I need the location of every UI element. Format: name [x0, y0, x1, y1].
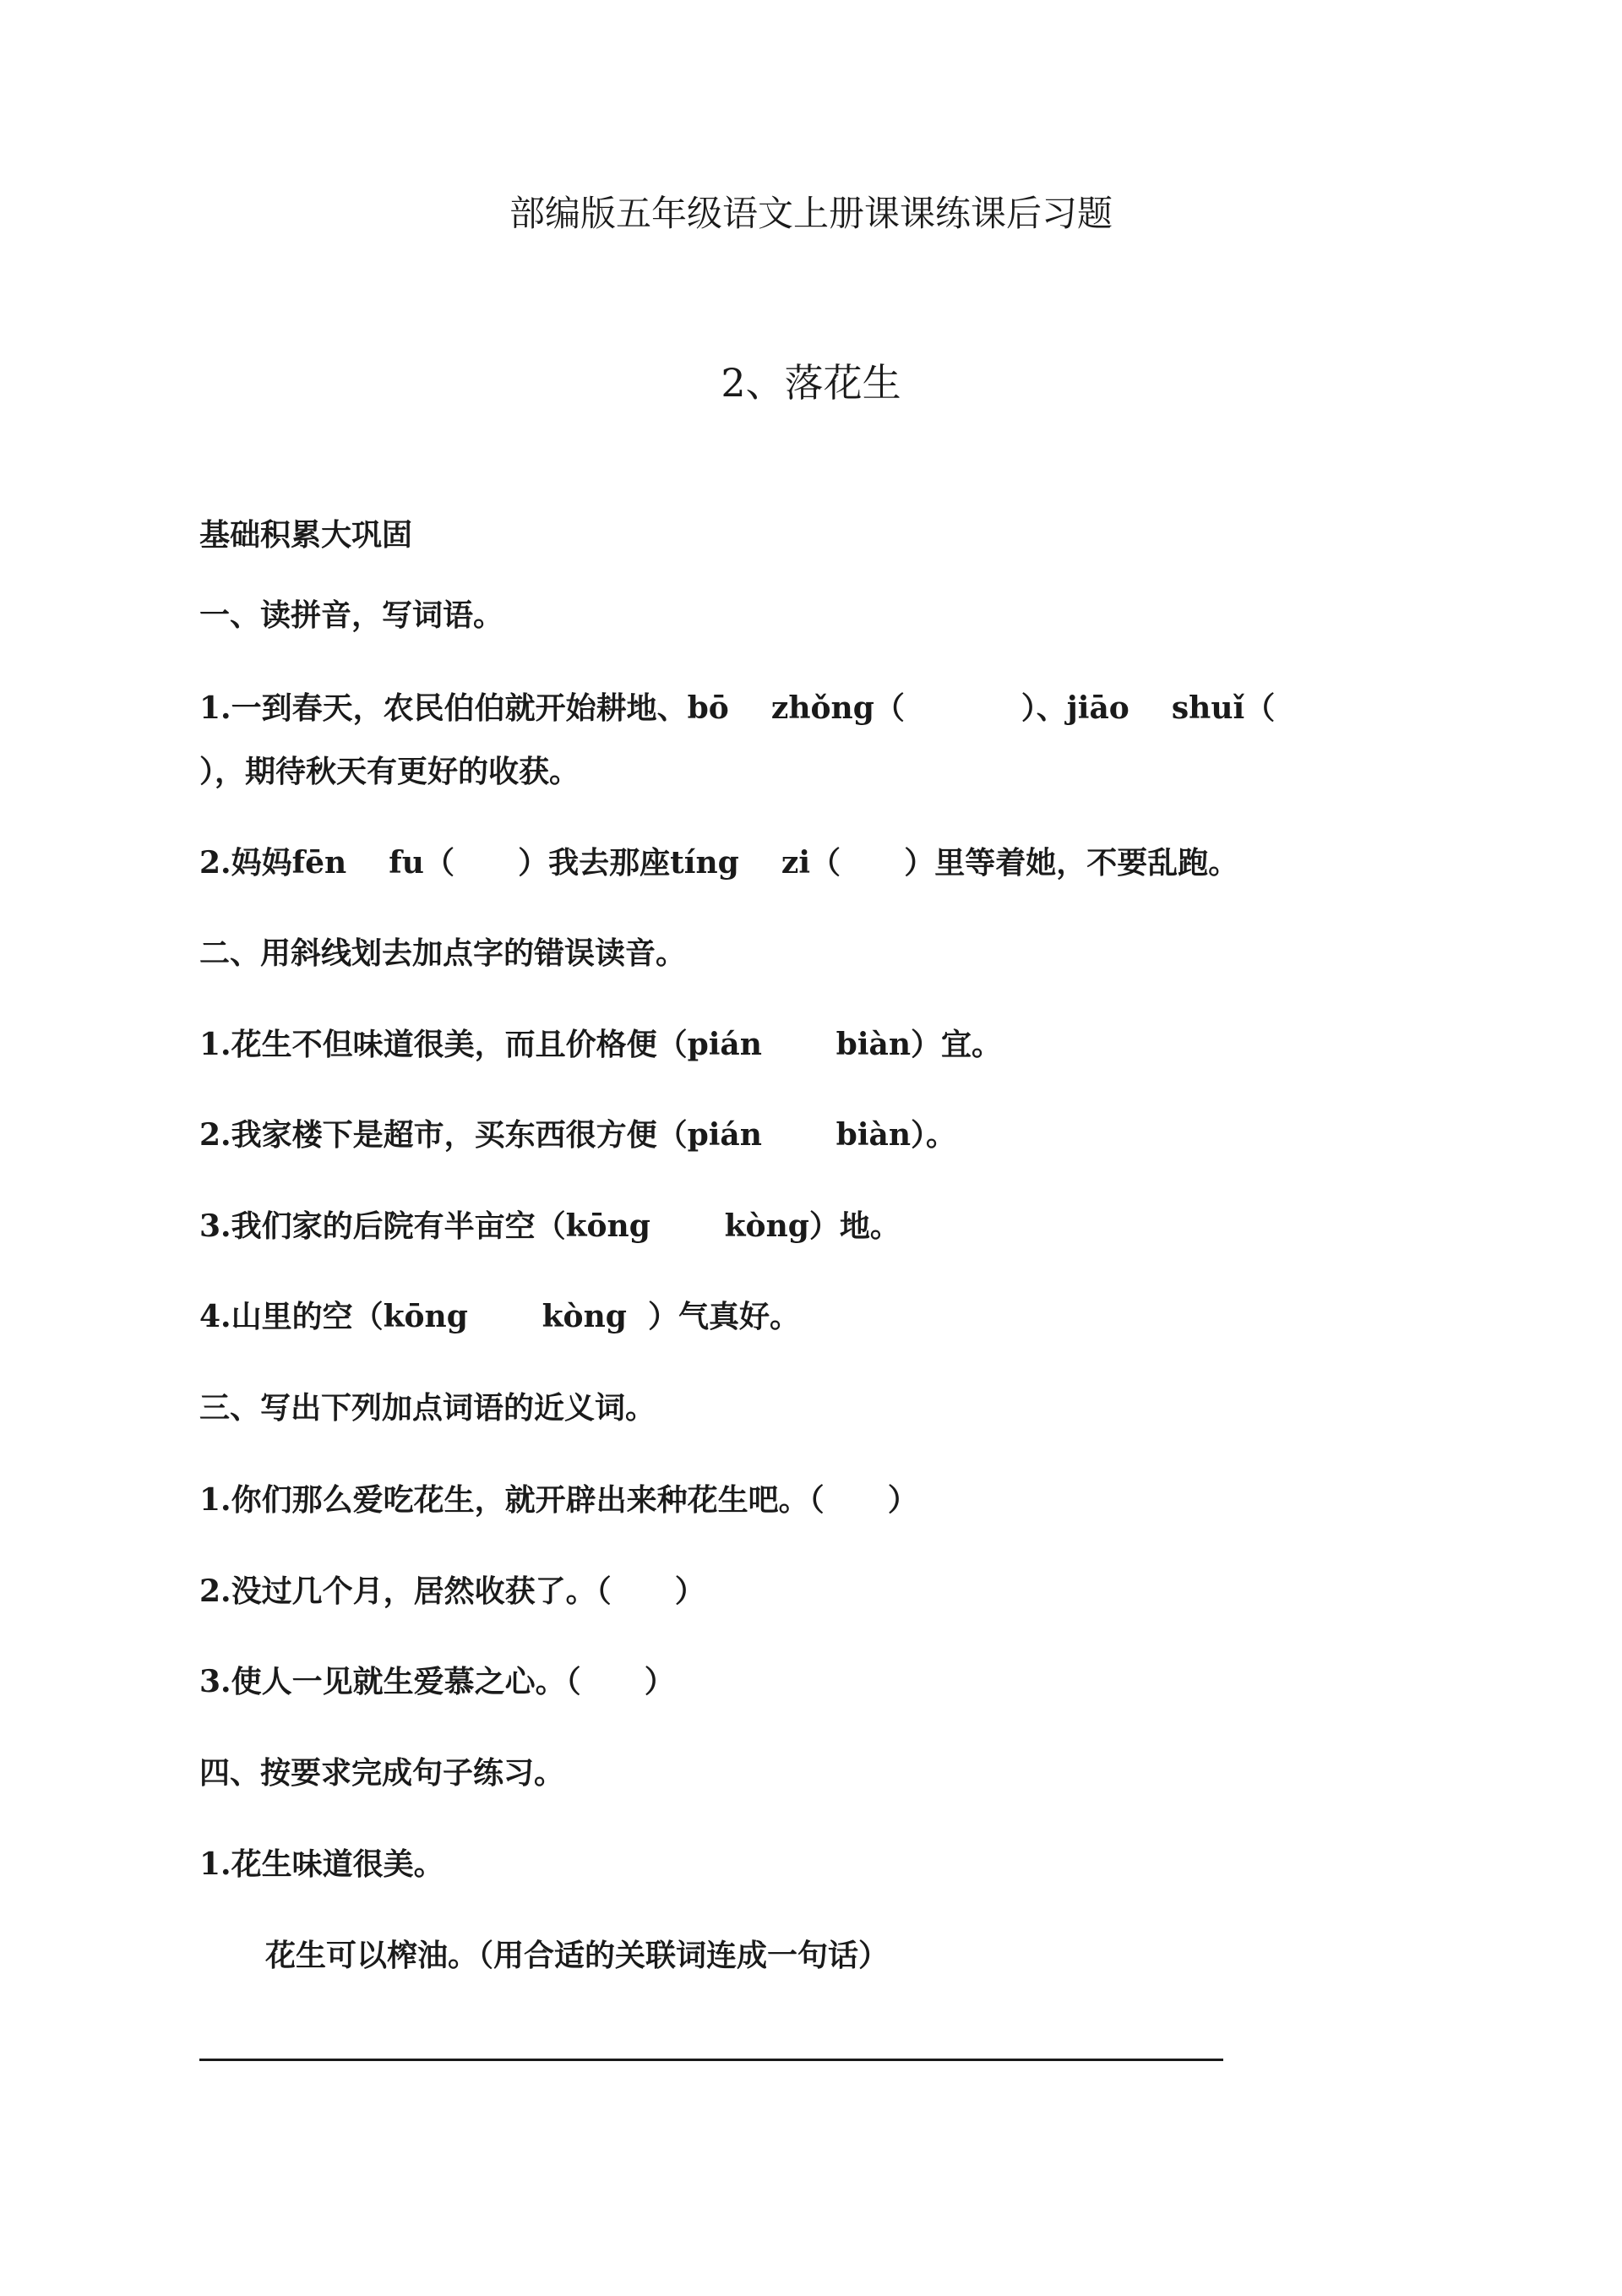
answer-line	[199, 2059, 1223, 2061]
section-heading: 基础积累大巩固	[199, 517, 413, 553]
part4-heading: 四、按要求完成句子练习。	[199, 1755, 565, 1791]
part2-question4: 4.山里的空（kōng kòng ）气真好。	[199, 1299, 800, 1334]
part1-question1-line1: 1.一到春天，农民伯伯就开始耕地、bō zhǒng（ ）、jiāo shuǐ（	[199, 690, 1276, 726]
part1-question2: 2.妈妈fēn fu（ ）我去那座tíng zi（ ）里等着她，不要乱跑。	[199, 845, 1239, 881]
part1-heading: 一、读拼音，写词语。	[199, 597, 504, 633]
document-title: 部编版五年级语文上册课课练课后习题	[509, 193, 1113, 234]
part2-question2: 2.我家楼下是超市，买东西很方便（pián biàn）。	[199, 1117, 957, 1153]
part3-heading: 三、写出下列加点词语的近义词。	[199, 1390, 656, 1426]
part4-question1-line1: 1.花生味道很美。	[199, 1846, 444, 1882]
part2-heading: 二、用斜线划去加点字的错误读音。	[199, 935, 687, 971]
part2-question1: 1.花生不但味道很美，而且价格便（pián biàn）宜。	[199, 1027, 1003, 1062]
part2-question3: 3.我们家的后院有半亩空（kōng kòng）地。	[199, 1208, 901, 1244]
part4-question1-line2: 花生可以榨油。（用合适的关联词连成一句话）	[265, 1938, 890, 1973]
part3-question1: 1.你们那么爱吃花生，就开辟出来种花生吧。（ ）	[199, 1482, 918, 1518]
lesson-title: 2、落花生	[721, 360, 901, 406]
part1-question1-line2: ），期待秋天有更好的收获。	[199, 754, 580, 789]
part3-question2: 2.没过几个月，居然收获了。（ ）	[199, 1573, 705, 1609]
part3-question3: 3.使人一见就生爱慕之心。（ ）	[199, 1664, 675, 1699]
